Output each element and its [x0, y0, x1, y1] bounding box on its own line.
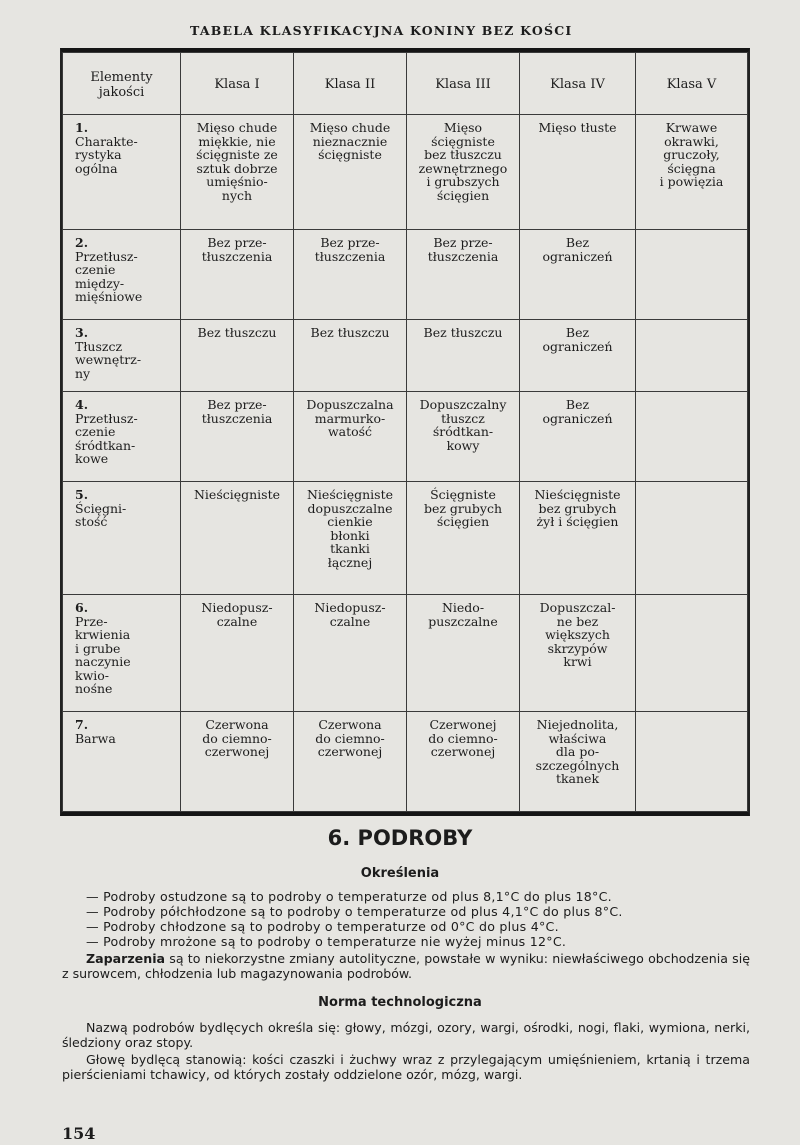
table-cell: Dopuszczal- ne bez większych skrzypów krwi	[520, 595, 636, 712]
norm-paragraph: Nazwą podrobów bydlęcych określa się: głowy, mózgi, ozory, wargi, ośrodki, nogi, flaki, wymiona, nerki, śledziony oraz stopy.	[62, 1020, 750, 1050]
table-cell: Czerwona do ciemno- czerwonej	[181, 712, 294, 812]
criterion-cell	[63, 392, 181, 482]
norm-text	[62, 1018, 750, 1082]
criterion-cell	[63, 482, 181, 595]
criterion-number: 3.	[75, 325, 89, 340]
column-header: Elementy jakości	[63, 53, 181, 115]
table-cell	[636, 230, 748, 320]
table-cell: Bez tłuszczu	[294, 320, 407, 392]
column-header: Klasa III	[407, 53, 520, 115]
criterion-number: 4.	[75, 397, 89, 412]
criterion-label: Ścięgni- stość	[75, 500, 127, 529]
table-cell: Czerwonej do ciemno- czerwonej	[407, 712, 520, 812]
table-row	[63, 392, 748, 482]
criterion-label: Barwa	[75, 730, 116, 746]
table-row	[63, 320, 748, 392]
section-title: 6. PODROBY	[327, 826, 473, 850]
zaparzenia-term: Zaparzenia	[86, 951, 166, 966]
table-cell: Bez ograniczeń	[520, 320, 636, 392]
table-cell: Ścięgniste bez grubych ścięgien	[407, 482, 520, 595]
table-cell: Mięso ścięgniste bez tłuszczu zewnętrznego i grubszych ścięgien	[407, 115, 520, 230]
criterion-number: 6.	[75, 600, 89, 615]
table-cell: Bez prze- tłuszczenia	[181, 392, 294, 482]
zaparzenia-paragraph	[62, 951, 750, 981]
table-cell: Niedopusz- czalne	[181, 595, 294, 712]
criterion-label: Tłuszcz wewnętrz- ny	[75, 338, 142, 381]
table-cell	[636, 712, 748, 812]
table-cell: Dopuszczalna marmurko- watość	[294, 392, 407, 482]
table-cell: Niejednolita, właściwa dla po- szczególnych tkanek	[520, 712, 636, 812]
table-cell	[636, 392, 748, 482]
table-cell: Mięso chude miękkie, nie ścięgniste ze sztuk dobrze umięśnio- nych	[181, 115, 294, 230]
table-cell: Bez prze- tłuszczenia	[181, 230, 294, 320]
table-cell: Mięso tłuste	[520, 115, 636, 230]
criterion-number: 5.	[75, 487, 89, 502]
criterion-number: 7.	[75, 717, 89, 732]
column-header: Klasa V	[636, 53, 748, 115]
definition-line: — Podroby ostudzone są to podroby o temperaturze od plus 8,1°C do plus 18°C.	[86, 889, 612, 904]
table-cell: Bez tłuszczu	[407, 320, 520, 392]
definition-line: — Podroby chłodzone są to podroby o temperaturze od 0°C do plus 4°C.	[86, 919, 559, 934]
criterion-label: Prze- krwienia i grube naczynie kwio- nośne	[75, 613, 131, 696]
table-row	[63, 230, 748, 320]
norm-paragraph: Głowę bydlęcą stanowią: kości czaszki i żuchwy wraz z przylegającym umięśnieniem, krtanią i trzema pierścieniami tchawicy, od których zostały oddzielone ozór, mózg, wargi.	[62, 1052, 750, 1082]
criterion-cell	[63, 115, 181, 230]
criterion-cell	[63, 320, 181, 392]
criterion-label: Charakte- rystyka ogólna	[75, 133, 138, 176]
table-cell: Niedopusz- czalne	[294, 595, 407, 712]
table-header-row	[63, 53, 748, 115]
page-header: TABELA KLASYFIKACYJNA KONINY BEZ KOŚCI	[190, 23, 573, 38]
criterion-number: 2.	[75, 235, 89, 250]
table-cell: Dopuszczalny tłuszcz śródtkan- kowy	[407, 392, 520, 482]
definition-line: — Podroby półchłodzone są to podroby o temperaturze od plus 4,1°C do plus 8°C.	[86, 904, 623, 919]
table-cell: Krwawe okrawki, gruczoły, ścięgna i powięzia	[636, 115, 748, 230]
column-header: Klasa II	[294, 53, 407, 115]
definition-line: — Podroby mrożone są to podroby o temperaturze nie wyżej minus 12°C.	[86, 934, 567, 949]
criterion-cell	[63, 712, 181, 812]
criterion-cell	[63, 230, 181, 320]
table-cell: Niedo- puszczalne	[407, 595, 520, 712]
criterion-number: 1.	[75, 120, 89, 135]
definitions-list	[62, 889, 750, 981]
definitions-heading: Określenia	[360, 866, 440, 881]
table-cell: Bez tłuszczu	[181, 320, 294, 392]
zaparzenia-text: są to niekorzystne zmiany autolityczne, powstałe w wyniku: niewłaściwego obchodzenia się z surowcem, chłodzenia lub magazynowania podrobów.	[62, 951, 750, 981]
table-cell: Bez ograniczeń	[520, 392, 636, 482]
table-cell: Bez prze- tłuszczenia	[294, 230, 407, 320]
column-header: Klasa IV	[520, 53, 636, 115]
criterion-label: Przetłusz- czenie między- mięśniowe	[75, 248, 143, 304]
table-row	[63, 595, 748, 712]
table-cell	[636, 595, 748, 712]
criterion-cell	[63, 595, 181, 712]
criterion-label: Przetłusz- czenie śródtkan- kowe	[75, 410, 138, 466]
page-number: 154	[62, 1124, 96, 1143]
table-cell	[636, 482, 748, 595]
table-cell: Nieścięgniste	[181, 482, 294, 595]
table-cell: Czerwona do ciemno- czerwonej	[294, 712, 407, 812]
table-cell: Mięso chude nieznacznie ścięgniste	[294, 115, 407, 230]
classification-table	[60, 48, 750, 816]
table-row	[63, 115, 748, 230]
column-header: Klasa I	[181, 53, 294, 115]
table-cell: Nieścięgniste bez grubych żył i ścięgien	[520, 482, 636, 595]
table-row	[63, 482, 748, 595]
table-cell: Nieścięgniste dopuszczalne cienkie błonki tkanki łącznej	[294, 482, 407, 595]
table-cell: Bez prze- tłuszczenia	[407, 230, 520, 320]
table-row	[63, 712, 748, 812]
table-cell	[636, 320, 748, 392]
table-cell: Bez ograniczeń	[520, 230, 636, 320]
norm-heading: Norma technologiczna	[318, 995, 482, 1010]
